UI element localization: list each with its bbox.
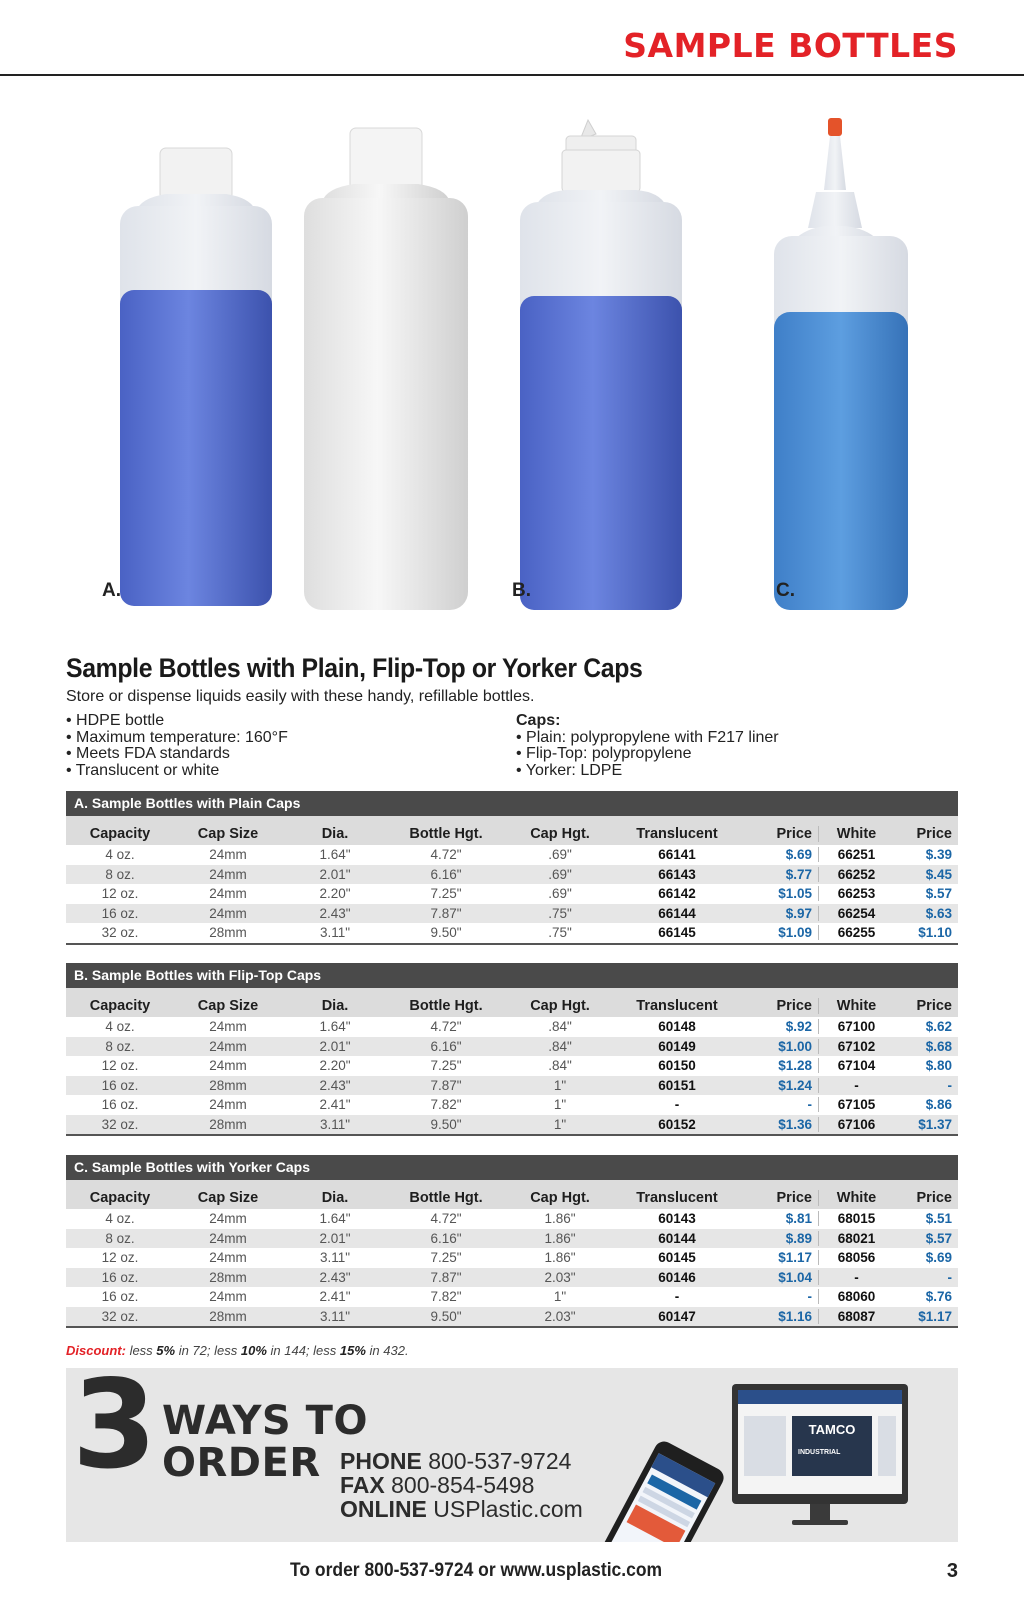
table-cell: 24mm [209, 1058, 247, 1074]
photo-label-b: B. [512, 580, 531, 601]
column-header: Bottle Hgt. [409, 826, 483, 842]
table-cell: .69" [548, 847, 572, 863]
table-cell: 24mm [209, 905, 247, 921]
table-cell: $.77 [785, 866, 812, 882]
discount-pct: 10% [240, 1343, 267, 1358]
table-cell: 67102 [818, 1039, 894, 1054]
table-cell: 67100 [818, 1019, 894, 1034]
table-cell: $1.36 [778, 1116, 812, 1132]
table-cell: 4 oz. [105, 1019, 135, 1035]
table-cell: 66254 [818, 906, 894, 921]
table-cell: 2.20" [319, 886, 351, 902]
table-cell: 1" [553, 1097, 567, 1113]
column-header: Price [916, 998, 952, 1014]
table-cell: 66251 [818, 847, 894, 862]
column-header: Cap Size [197, 826, 259, 842]
table-row [66, 1307, 958, 1327]
table-cell: 60145 [658, 1250, 696, 1266]
table-cell: - [674, 1097, 680, 1113]
table-cell: 68060 [818, 1289, 894, 1304]
feature-item: • HDPE bottle [66, 713, 288, 730]
table-cell: 24mm [209, 847, 247, 863]
table-cell: 66144 [658, 905, 696, 921]
column-header: Dia. [321, 826, 349, 842]
table-cell: $.63 [925, 905, 952, 921]
table-row [66, 923, 958, 943]
table-cell: - [807, 1289, 812, 1305]
table-cell: 7.82" [430, 1097, 462, 1113]
table-cell: $.81 [785, 1211, 812, 1227]
table-bottom-rule [66, 943, 958, 945]
table-cell: 2.01" [319, 1038, 351, 1054]
column-header: Price [776, 826, 812, 842]
table-cell: 66255 [818, 925, 894, 940]
table-cell: - [818, 1270, 894, 1285]
table-cell: 3.11" [319, 1250, 351, 1266]
feature-item: • Translucent or white [66, 763, 288, 780]
bottle-c-yorker [774, 118, 908, 610]
table-cell: 7.82" [430, 1289, 462, 1305]
table-cell: $.57 [925, 886, 952, 902]
discount-label: Discount: [66, 1343, 126, 1358]
column-header: Cap Hgt. [530, 1190, 590, 1206]
discount-note [66, 1343, 409, 1358]
column-header: White [818, 826, 894, 842]
table-cell: 66143 [658, 866, 696, 882]
table-cell: 66252 [818, 867, 894, 882]
ways-number: 3 [72, 1368, 151, 1496]
column-header: Price [776, 1190, 812, 1206]
table-cell: 60152 [658, 1116, 696, 1132]
table-cell: 2.01" [319, 1230, 351, 1246]
table-title: B. Sample Bottles with Flip-Top Caps [66, 963, 958, 988]
order-fax [340, 1472, 534, 1499]
table-cell: 1" [553, 1289, 567, 1305]
table-cell: - [947, 1269, 952, 1285]
table-row [66, 1017, 958, 1037]
phone-label: PHONE [340, 1448, 422, 1474]
table-cell: 28mm [209, 1077, 247, 1093]
spec-table [66, 791, 958, 945]
feature-item: • Meets FDA standards [66, 746, 288, 763]
column-header: Cap Size [197, 1190, 259, 1206]
table-header-row [66, 816, 958, 845]
table-cell: 1.86" [544, 1211, 576, 1227]
table-cell: .84" [548, 1019, 572, 1035]
table-cell: 2.41" [319, 1289, 351, 1305]
table-cell: 60143 [658, 1211, 696, 1227]
table-bottom-rule [66, 1134, 958, 1136]
table-cell: $.69 [925, 1250, 952, 1266]
table-row [66, 1229, 958, 1249]
table-cell: $1.16 [778, 1308, 812, 1324]
column-header: Bottle Hgt. [409, 998, 483, 1014]
table-cell: 7.87" [430, 1269, 462, 1285]
table-cell: 32 oz. [101, 1116, 139, 1132]
discount-text: in 72; less [175, 1343, 241, 1358]
photo-label-c: C. [776, 580, 795, 601]
table-cell: $.92 [785, 1019, 812, 1035]
table-cell: 32 oz. [101, 1308, 139, 1324]
table-cell: 24mm [209, 1019, 247, 1035]
bottle-a-translucent [120, 148, 272, 606]
table-cell: 24mm [209, 1230, 247, 1246]
table-cell: 2.43" [319, 905, 351, 921]
table-cell: - [818, 1078, 894, 1093]
table-cell: $.86 [925, 1097, 952, 1113]
bottles-illustration [66, 110, 958, 630]
header-rule [0, 74, 1024, 76]
caps-item: • Flip-Top: polypropylene [516, 746, 779, 763]
table-cell: 60148 [658, 1019, 696, 1035]
table-cell: 2.03" [544, 1308, 576, 1324]
table-cell: 2.03" [544, 1269, 576, 1285]
table-cell: 16 oz. [101, 1269, 139, 1285]
table-title: A. Sample Bottles with Plain Caps [66, 791, 958, 816]
page-number: 3 [946, 1560, 958, 1582]
column-header: Bottle Hgt. [409, 1190, 483, 1206]
table-cell: $1.05 [778, 886, 812, 902]
table-cell: $1.17 [918, 1308, 952, 1324]
table-cell: 12 oz. [101, 1250, 139, 1266]
table-cell: $.57 [925, 1230, 952, 1246]
table-cell: $.69 [785, 847, 812, 863]
table-cell: 6.16" [430, 1038, 462, 1054]
column-header: Translucent [636, 998, 718, 1014]
table-cell: 3.11" [319, 925, 351, 941]
table-cell: 4 oz. [105, 1211, 135, 1227]
column-header: White [818, 998, 894, 1014]
ways-line1: WAYS TO [162, 1398, 368, 1444]
caps-item: • Plain: polypropylene with F217 liner [516, 730, 779, 747]
table-cell: - [947, 1077, 952, 1093]
table-cell: 1" [553, 1077, 567, 1093]
table-cell: $1.17 [778, 1250, 812, 1266]
table-cell: .84" [548, 1058, 572, 1074]
table-cell: 60150 [658, 1058, 696, 1074]
table-cell: 2.01" [319, 866, 351, 882]
table-cell: 16 oz. [101, 1077, 139, 1093]
monitor-brand: TAMCO [808, 1422, 856, 1437]
table-cell: 7.87" [430, 905, 462, 921]
table-cell: 68021 [818, 1231, 894, 1246]
table-cell: 8 oz. [105, 1230, 135, 1246]
table-row [66, 1287, 958, 1307]
table-cell: 8 oz. [105, 866, 135, 882]
table-cell: - [807, 1097, 812, 1113]
table-cell: $.39 [925, 847, 952, 863]
table-cell: .75" [548, 925, 572, 941]
table-cell: 8 oz. [105, 1038, 135, 1054]
table-title: C. Sample Bottles with Yorker Caps [66, 1155, 958, 1180]
discount-text: in 144; less [266, 1343, 340, 1358]
product-description: Store or dispense liquids easily with these handy, refillable bottles. [66, 688, 535, 705]
table-cell: 2.20" [319, 1058, 351, 1074]
table-cell: 60147 [658, 1308, 696, 1324]
table-cell: 66253 [818, 886, 894, 901]
table-row [66, 1076, 958, 1096]
column-header: Price [916, 1190, 952, 1206]
bottle-b-fliptop [520, 120, 682, 610]
table-row [66, 884, 958, 904]
column-header: Capacity [89, 1190, 151, 1206]
table-cell: 7.25" [430, 1058, 462, 1074]
table-row [66, 1037, 958, 1057]
table-cell: 67104 [818, 1058, 894, 1073]
table-row [66, 1056, 958, 1076]
table-cell: $.80 [925, 1058, 952, 1074]
table-cell: $1.09 [778, 925, 812, 941]
caps-heading: Caps: [516, 712, 561, 729]
table-cell: .84" [548, 1038, 572, 1054]
table-cell: 28mm [209, 1269, 247, 1285]
discount-pct: 15% [339, 1343, 366, 1358]
table-cell: $.51 [925, 1211, 952, 1227]
spec-table [66, 1155, 958, 1328]
table-cell: 4.72" [430, 1019, 462, 1035]
table-cell: 32 oz. [101, 925, 139, 941]
table-cell: 66145 [658, 925, 696, 941]
page-title: SAMPLE BOTTLES [623, 26, 958, 65]
table-cell: 68087 [818, 1309, 894, 1324]
table-header-row [66, 1180, 958, 1209]
table-cell: $.62 [925, 1019, 952, 1035]
discount-pct: 5% [156, 1343, 176, 1358]
column-header: Price [916, 826, 952, 842]
table-cell: 28mm [209, 1116, 247, 1132]
spec-table [66, 963, 958, 1136]
bottle-a-white [304, 128, 468, 610]
table-cell: 6.16" [430, 866, 462, 882]
table-cell: 1.64" [319, 1211, 351, 1227]
table-row [66, 865, 958, 885]
table-cell: 24mm [209, 1211, 247, 1227]
table-cell: 1.64" [319, 847, 351, 863]
table-cell: .69" [548, 866, 572, 882]
table-cell: 9.50" [430, 1116, 462, 1132]
table-cell: 66142 [658, 886, 696, 902]
table-cell: 7.87" [430, 1077, 462, 1093]
table-cell: $.89 [785, 1230, 812, 1246]
devices-illustration [586, 1376, 958, 1542]
table-cell: 16 oz. [101, 1289, 139, 1305]
table-cell: $1.37 [918, 1116, 952, 1132]
table-cell: 1.86" [544, 1230, 576, 1246]
ways-to-order-banner [66, 1368, 958, 1542]
phone-number[interactable]: 800-537-9724 [428, 1448, 572, 1474]
column-header: Cap Size [197, 998, 259, 1014]
table-cell: 1" [553, 1116, 567, 1132]
table-cell: 9.50" [430, 925, 462, 941]
table-cell: $1.00 [778, 1038, 812, 1054]
table-cell: 6.16" [430, 1230, 462, 1246]
table-cell: 2.43" [319, 1269, 351, 1285]
column-header: Capacity [89, 998, 151, 1014]
table-cell: 4 oz. [105, 847, 135, 863]
caps-section [516, 713, 779, 779]
order-phone [340, 1448, 571, 1475]
table-cell: 3.11" [319, 1308, 351, 1324]
column-header: Price [776, 998, 812, 1014]
online-url[interactable]: USPlastic.com [433, 1496, 583, 1522]
table-cell: 28mm [209, 925, 247, 941]
table-cell: 67105 [818, 1097, 894, 1112]
monitor-caption: INDUSTRIAL [798, 1449, 841, 1456]
table-cell: 24mm [209, 886, 247, 902]
table-row [66, 845, 958, 865]
table-cell: 1.64" [319, 1019, 351, 1035]
table-cell: 12 oz. [101, 1058, 139, 1074]
table-row [66, 1268, 958, 1288]
table-cell: 2.43" [319, 1077, 351, 1093]
column-header: Cap Hgt. [530, 826, 590, 842]
discount-text: in 432. [365, 1343, 409, 1358]
column-header: Translucent [636, 1190, 718, 1206]
online-label: ONLINE [340, 1496, 427, 1522]
table-cell: 7.25" [430, 1250, 462, 1266]
table-header-row [66, 988, 958, 1017]
column-header: White [818, 1190, 894, 1206]
caps-item: • Yorker: LDPE [516, 763, 779, 780]
table-cell: 2.41" [319, 1097, 351, 1113]
table-cell: $.97 [785, 905, 812, 921]
table-cell: 3.11" [319, 1116, 351, 1132]
table-cell: 4.72" [430, 1211, 462, 1227]
table-row [66, 904, 958, 924]
discount-text: less [125, 1343, 157, 1358]
table-cell: 24mm [209, 1250, 247, 1266]
column-header: Dia. [321, 998, 349, 1014]
table-cell: 68015 [818, 1211, 894, 1226]
fax-number: 800-854-5498 [391, 1472, 535, 1498]
order-online [340, 1496, 583, 1523]
column-header: Dia. [321, 1190, 349, 1206]
table-cell: 60146 [658, 1269, 696, 1285]
table-cell: .75" [548, 905, 572, 921]
column-header: Cap Hgt. [530, 998, 590, 1014]
table-cell: 68056 [818, 1250, 894, 1265]
table-cell: .69" [548, 886, 572, 902]
table-row [66, 1115, 958, 1135]
table-cell: 24mm [209, 1097, 247, 1113]
table-cell: 66141 [658, 847, 696, 863]
table-row [66, 1209, 958, 1229]
column-header: Capacity [89, 826, 151, 842]
table-bottom-rule [66, 1326, 958, 1328]
ways-line2: ORDER [162, 1440, 321, 1486]
table-cell: 60151 [658, 1077, 696, 1093]
table-cell: 16 oz. [101, 1097, 139, 1113]
table-cell: $1.10 [918, 925, 952, 941]
table-row [66, 1248, 958, 1268]
feature-item: • Maximum temperature: 160°F [66, 730, 288, 747]
column-header: Translucent [636, 826, 718, 842]
table-cell: 67106 [818, 1117, 894, 1132]
table-cell: 9.50" [430, 1308, 462, 1324]
photo-label-a: A. [102, 580, 121, 601]
product-title: Sample Bottles with Plain, Flip-Top or Yorker Caps [66, 653, 643, 683]
feature-list [66, 713, 288, 779]
table-cell: 24mm [209, 1038, 247, 1054]
table-cell: 60149 [658, 1038, 696, 1054]
table-cell: $.76 [925, 1289, 952, 1305]
footer-contact: To order 800-537-9724 or www.usplastic.com [290, 1560, 663, 1581]
table-cell: 4.72" [430, 847, 462, 863]
table-row [66, 1095, 958, 1115]
table-cell: $1.04 [778, 1269, 812, 1285]
table-cell: 7.25" [430, 886, 462, 902]
table-cell: $1.24 [778, 1077, 812, 1093]
product-photo [66, 110, 958, 630]
table-cell: $.68 [925, 1038, 952, 1054]
table-cell: 28mm [209, 1308, 247, 1324]
table-cell: 16 oz. [101, 905, 139, 921]
table-cell: - [674, 1289, 680, 1305]
table-cell: 60144 [658, 1230, 696, 1246]
fax-label: FAX [340, 1472, 385, 1498]
table-cell: $1.28 [778, 1058, 812, 1074]
table-cell: $.45 [925, 866, 952, 882]
table-cell: 12 oz. [101, 886, 139, 902]
table-cell: 24mm [209, 1289, 247, 1305]
table-cell: 1.86" [544, 1250, 576, 1266]
table-cell: 24mm [209, 866, 247, 882]
